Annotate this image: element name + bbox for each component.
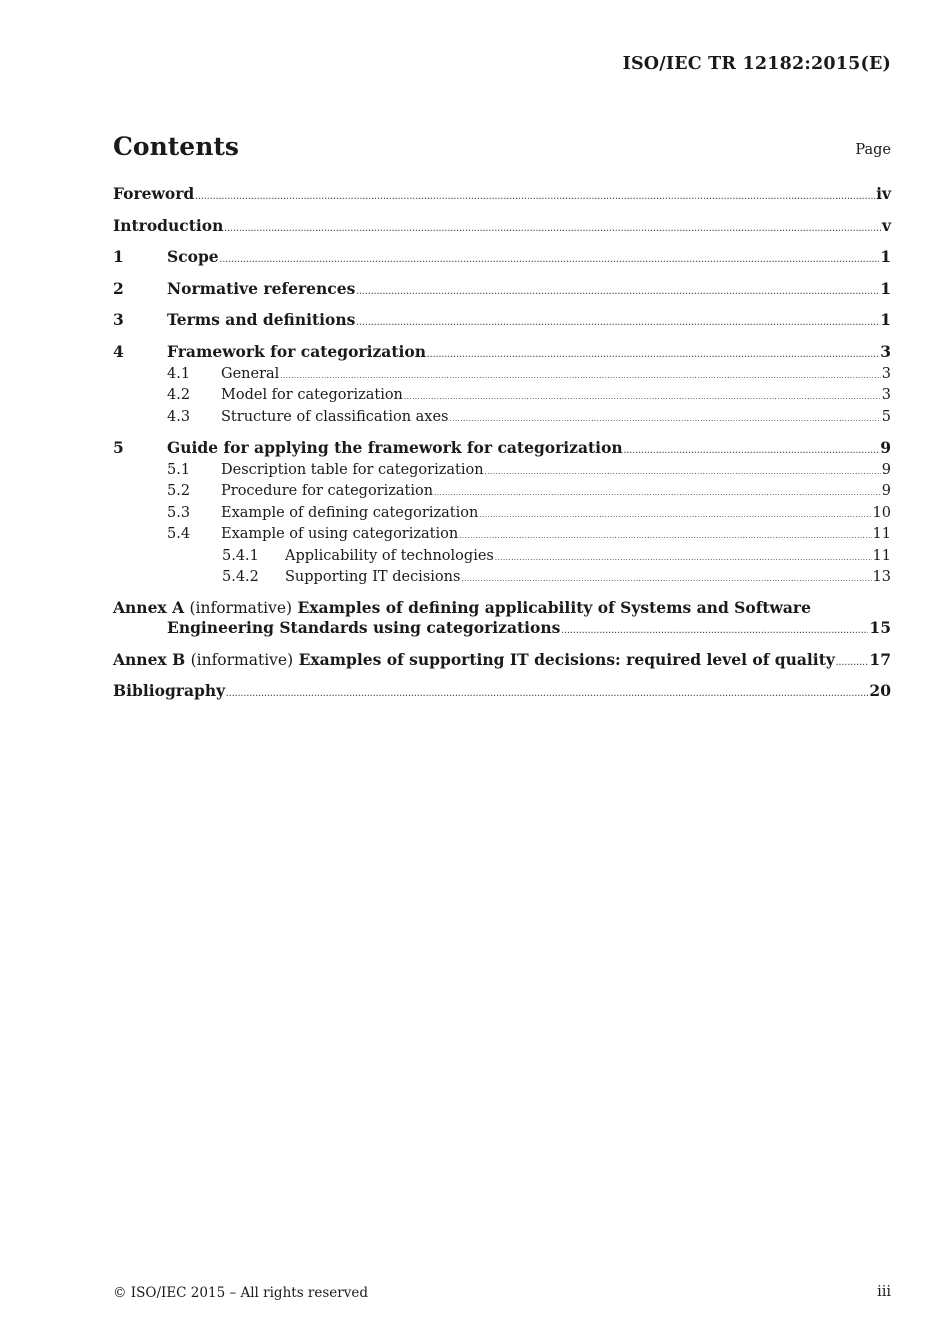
toc-page: iv bbox=[876, 184, 891, 203]
toc-page: 15 bbox=[869, 618, 891, 637]
annex-type: (informative) bbox=[189, 599, 293, 617]
toc-page: 9 bbox=[881, 461, 891, 478]
toc-page: 20 bbox=[869, 681, 891, 700]
toc-entry-framework[interactable] bbox=[113, 342, 891, 365]
toc-entry-applicability[interactable] bbox=[113, 547, 891, 569]
toc-title: Structure of classification axes bbox=[221, 408, 449, 425]
toc-page: 13 bbox=[872, 569, 891, 585]
toc-entry-example-using[interactable] bbox=[113, 525, 891, 547]
toc-title: Foreword bbox=[113, 184, 195, 203]
toc-title: Engineering Standards using categorizations bbox=[167, 618, 561, 637]
dot-leader bbox=[461, 570, 871, 590]
toc-entry-supporting-it[interactable] bbox=[113, 568, 891, 590]
toc-page: 10 bbox=[872, 504, 891, 521]
toc-number: 3 bbox=[113, 310, 124, 329]
toc-number: 5.4 bbox=[167, 526, 191, 542]
dot-leader bbox=[356, 313, 879, 333]
dot-leader bbox=[427, 345, 879, 365]
annex-label: Annex B bbox=[113, 649, 186, 669]
toc-number: 5.4.1 bbox=[222, 547, 259, 564]
dot-leader bbox=[495, 549, 872, 569]
annex-label: Annex A bbox=[113, 598, 185, 617]
document-id: ISO/IEC TR 12182:2015(E) bbox=[622, 54, 891, 74]
dot-leader bbox=[479, 506, 871, 526]
dot-leader bbox=[195, 187, 875, 207]
toc-title: General bbox=[221, 365, 280, 382]
table-of-contents bbox=[113, 184, 891, 704]
dot-leader bbox=[404, 388, 881, 408]
toc-page: 3 bbox=[880, 341, 891, 361]
toc-number: 4.3 bbox=[167, 408, 191, 425]
toc-title: Examples of defining applicability of Systems and Software bbox=[297, 598, 811, 617]
toc-page: 3 bbox=[881, 365, 891, 382]
toc-title: Scope bbox=[167, 247, 219, 266]
toc-title: Description table for categorization bbox=[221, 461, 484, 478]
toc-number: 4.1 bbox=[167, 365, 191, 382]
toc-entry-bibliography[interactable] bbox=[113, 681, 891, 704]
toc-entry-foreword[interactable] bbox=[113, 184, 891, 207]
toc-number: 1 bbox=[113, 247, 124, 266]
toc-number: 2 bbox=[113, 278, 124, 298]
toc-entry-normative-references[interactable] bbox=[113, 279, 891, 302]
toc-title: Example of using categorization bbox=[221, 526, 459, 542]
toc-number: 5.4.2 bbox=[222, 569, 259, 585]
toc-entry-guide[interactable] bbox=[113, 438, 891, 461]
toc-entry-procedure[interactable] bbox=[113, 482, 891, 504]
dot-leader bbox=[356, 282, 879, 302]
toc-entry-annex-a-continued[interactable] bbox=[113, 618, 891, 641]
toc-entry-general[interactable] bbox=[113, 365, 891, 387]
toc-title: Framework for categorization bbox=[167, 341, 426, 361]
toc-page: 11 bbox=[872, 526, 891, 542]
dot-leader bbox=[226, 684, 868, 704]
toc-page: 9 bbox=[880, 437, 891, 457]
toc-title: Model for categorization bbox=[221, 387, 403, 403]
toc-entry-description-table[interactable] bbox=[113, 461, 891, 483]
toc-title: Procedure for categorization bbox=[221, 483, 434, 499]
toc-number: 5.3 bbox=[167, 504, 191, 521]
toc-title: Guide for applying the framework for categorization bbox=[167, 437, 623, 457]
toc-title: Supporting IT decisions bbox=[285, 569, 461, 585]
toc-page: 3 bbox=[881, 387, 891, 403]
dot-leader bbox=[459, 527, 871, 547]
dot-leader bbox=[836, 653, 869, 673]
toc-entry-annex-a[interactable] bbox=[113, 598, 891, 618]
contents-heading: Contents bbox=[113, 132, 240, 161]
page-number: iii bbox=[877, 1284, 891, 1300]
page-column-label: Page bbox=[855, 142, 891, 158]
dot-leader bbox=[624, 441, 880, 461]
toc-page: v bbox=[881, 215, 891, 235]
toc-entry-model[interactable] bbox=[113, 386, 891, 408]
toc-entry-introduction[interactable] bbox=[113, 216, 891, 239]
toc-title: Terms and definitions bbox=[167, 310, 356, 329]
toc-title: Applicability of technologies bbox=[285, 547, 494, 564]
toc-number: 5 bbox=[113, 437, 124, 457]
toc-title: Bibliography bbox=[113, 681, 226, 700]
toc-page: 1 bbox=[880, 278, 891, 298]
toc-page: 9 bbox=[881, 483, 891, 499]
dot-leader bbox=[280, 367, 880, 387]
toc-title: Normative references bbox=[167, 278, 356, 298]
toc-page: 17 bbox=[869, 649, 891, 669]
dot-leader bbox=[450, 410, 881, 430]
dot-leader bbox=[485, 463, 881, 483]
toc-number: 4.2 bbox=[167, 387, 191, 403]
toc-title: Introduction bbox=[113, 215, 224, 235]
toc-entry-scope[interactable] bbox=[113, 247, 891, 270]
toc-title: Examples of supporting IT decisions: required level of quality bbox=[298, 649, 835, 669]
toc-entry-annex-b[interactable] bbox=[113, 650, 891, 673]
dot-leader bbox=[561, 621, 868, 641]
toc-entry-example-defining[interactable] bbox=[113, 504, 891, 526]
toc-entry-terms-definitions[interactable] bbox=[113, 310, 891, 333]
dot-leader bbox=[434, 484, 881, 504]
copyright-notice: © ISO/IEC 2015 – All rights reserved bbox=[113, 1285, 368, 1301]
annex-type: (informative) bbox=[190, 650, 294, 669]
dot-leader bbox=[220, 250, 880, 270]
toc-page: 1 bbox=[880, 247, 891, 266]
toc-page: 11 bbox=[872, 547, 891, 564]
toc-number: 4 bbox=[113, 341, 124, 361]
toc-title: Example of defining categorization bbox=[221, 504, 479, 521]
toc-page: 1 bbox=[880, 310, 891, 329]
toc-entry-structure[interactable] bbox=[113, 408, 891, 430]
toc-page: 5 bbox=[881, 408, 891, 425]
dot-leader bbox=[224, 219, 881, 239]
toc-number: 5.1 bbox=[167, 461, 191, 478]
toc-number: 5.2 bbox=[167, 483, 191, 499]
